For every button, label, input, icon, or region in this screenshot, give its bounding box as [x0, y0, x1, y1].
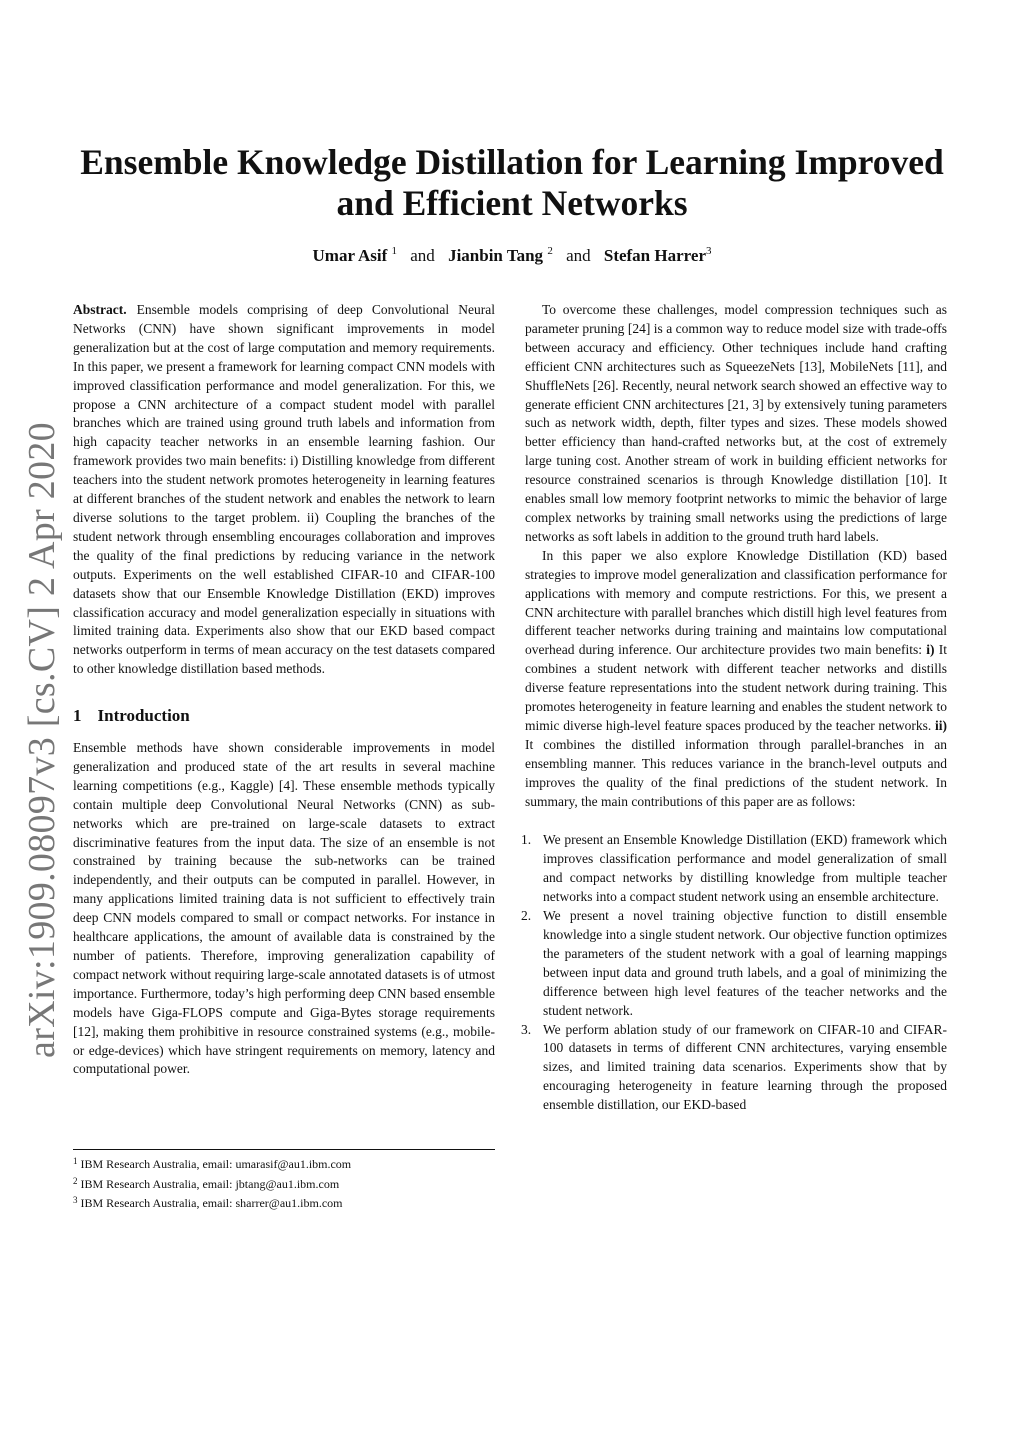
footnote-text: IBM Research Australia, email: jbtang@au1.ibm.com — [80, 1176, 340, 1191]
footnote-mark: 2 — [73, 1175, 78, 1186]
abstract — [73, 301, 495, 679]
footnotes — [73, 1153, 495, 1212]
abstract-label: Abstract. — [73, 302, 127, 317]
footnote-mark: 3 — [73, 1195, 78, 1205]
list-item — [521, 1021, 947, 1116]
and-word: and — [410, 246, 435, 265]
intro-paragraph: Ensemble methods have shown considerable improvements in model generalization and produced state of the art results in several machine learning competitions (e.g., Kaggle) [4]. These ensemble methods typically contain multiple deep Convolutional Neural Networks (CNN) as sub-networks which are pre-trained on large-scale datasets to extract discriminative features from the input data. The size of an ensemble is not constrained by training because the sub-networks can be trained independently, and their outputs can be computed in parallel. However, in many applications limited training data is not sufficient to effectively train deep CNN models compared to small or compact networks. For instance in healthcare applications, the amount of available data is constrained by the number of patients. Therefore, improving generalization capability of compact network without requiring large-scale annotated datasets is of utmost importance. Furthermore, today’s high performing deep CNN based ensemble models have Giga-FLOPS compute and Giga-Bytes storage requirements [12], making them prohibitive in resource constrained systems (e.g., mobile- or edge-devices) which have stringent requirements on memory, latency and computational power. — [73, 740, 495, 1077]
section-title: Introduction — [97, 706, 190, 726]
footnote — [73, 1192, 495, 1212]
title-line-1: Ensemble Knowledge Distillation for Learning Improved — [80, 142, 944, 182]
body-paragraph: To overcome these challenges, model compression techniques such as parameter pruning [24] is a common way to reduce model size with trade-offs between accuracy and efficiency. Other techniques include hand crafting efficient CNN architectures such as SqueezeNets [13], MobileNets [11], and ShuffleNets [26]. Recently, neural network search showed an effective way to generate efficient CNN architectures [21, 3] by extensively tuning parameters such as network width, depth, filter types and sizes. These models showed better efficiency than hand-crafted networks but, at the cost of extremely large tuning cost. Another stream of work in building efficient networks for resource constrained scenarios is through Knowledge distillation [10]. It enables small low memory footprint networks to mimic the behavior of large complex networks by training small networks using the predictions of large networks as soft labels in addition to the ground truth hard labels. — [525, 302, 947, 544]
footnote — [73, 1173, 495, 1193]
right-column — [521, 301, 947, 1115]
footnote — [73, 1153, 495, 1173]
left-column — [73, 301, 495, 1079]
author-name: Stefan Harrer — [603, 246, 706, 265]
paper-title — [60, 142, 964, 224]
paragraph-text: It combines the distilled information through parallel-branches in an ensembling manner. This reduces variance in the branch-level outputs and improves the quality of the final predictions of the student network. In summary, the main contributions of this paper are as follows: — [525, 736, 947, 809]
author-mark: 3 — [705, 245, 712, 257]
paragraph-text: It combines a student network with different teacher networks and distills diverse feature representations into the student network during training. This promotes heterogeneity in feature learning and enables the student network to mimic diverse high-level feature spaces produced by the teacher networks. — [525, 642, 947, 733]
paragraph-text: In this paper we also explore Knowledge Distillation (KD) based strategies to improve model generalization and classification performance for applications with memory and compute restrictions. For this, we present a CNN architecture with parallel branches which distill high level features from different teacher networks during training and maintains low computational overhead during inference. Our architecture provides two main benefits: — [525, 547, 947, 658]
list-text: We perform ablation study of our framework on CIFAR-10 and CIFAR-100 datasets in terms of different CNN architectures, varying ensemble sizes, and limited training data scenarios. Experiments show that by encouraging heterogeneity in feature learning through the proposed ensemble distillation, our EKD-based — [543, 1021, 947, 1113]
footnote-text: IBM Research Australia, email: umarasif@au1.ibm.com — [80, 1157, 352, 1171]
enum-marker: i) — [926, 642, 935, 658]
list-text: We present a novel training objective function to distill ensemble knowledge into a single student network. Our objective function optimizes the parameters of the student network with a goal of learning mappings between input data and ground truth labels, and a goal of minimizing the difference between high level features of the teacher networks and the student network. — [543, 908, 947, 1018]
list-number: 1. — [521, 832, 532, 848]
footnote-mark: 1 — [73, 1156, 78, 1166]
section-number: 1 — [73, 706, 82, 726]
list-text: We present an Ensemble Knowledge Distillation (EKD) framework which improves classification performance and model generalization of small and compact networks by distilling knowledge from multiple teacher networks into a compact student network using an ensemble architecture. — [543, 832, 947, 905]
author-mark: 2 — [547, 245, 553, 257]
arxiv-stamp: arXiv:1909.08097v3 [cs.CV] 2 Apr 2020 — [21, 422, 63, 1058]
author-mark: 1 — [391, 245, 398, 257]
author-name: Jianbin Tang — [448, 246, 544, 265]
list-item — [521, 831, 947, 907]
footnote-rule — [73, 1149, 495, 1150]
section-heading — [73, 707, 495, 726]
enum-marker: ii) — [935, 717, 947, 733]
author-name: Umar Asif — [312, 246, 388, 265]
footnote-text: IBM Research Australia, email: sharrer@au1.ibm.com — [80, 1196, 343, 1210]
list-item — [521, 907, 947, 1020]
list-number: 2. — [521, 908, 532, 924]
abstract-text: Ensemble models comprising of deep Convolutional Neural Networks (CNN) have shown significant improvements in model generalization but at the cost of large computation and memory requirements. In this paper, we present a framework for learning compact CNN models with improved classification performance and model generalization. For this, we propose a CNN architecture of a compact student model with parallel branches which are trained using ground truth labels and information from high capacity teacher networks in an ensemble learning fashion. Our framework provides two main benefits: i) Distilling knowledge from different teachers into the student network promotes heterogeneity in learning features at different branches of the student network and enables the network to learn diverse solutions to the target problem. ii) Coupling the branches of the student network through ensembling encourages collaboration and improves the quality of the final predictions by reducing variance in the network outputs. Experiments on the well established CIFAR-10 and CIFAR-100 datasets show that our Ensemble Knowledge Distillation (EKD) improves classification accuracy and model generalization especially in situations with limited training data. Experiments also show that our EKD based compact networks outperform in terms of mean accuracy on the test datasets compared to other knowledge distillation based methods. — [73, 302, 495, 677]
list-number: 3. — [521, 1021, 532, 1037]
body-paragraph — [525, 547, 947, 812]
title-line-2: and Efficient Networks — [336, 183, 688, 223]
and-word: and — [566, 246, 591, 265]
author-list — [60, 238, 964, 269]
contributions-list — [521, 831, 947, 1115]
